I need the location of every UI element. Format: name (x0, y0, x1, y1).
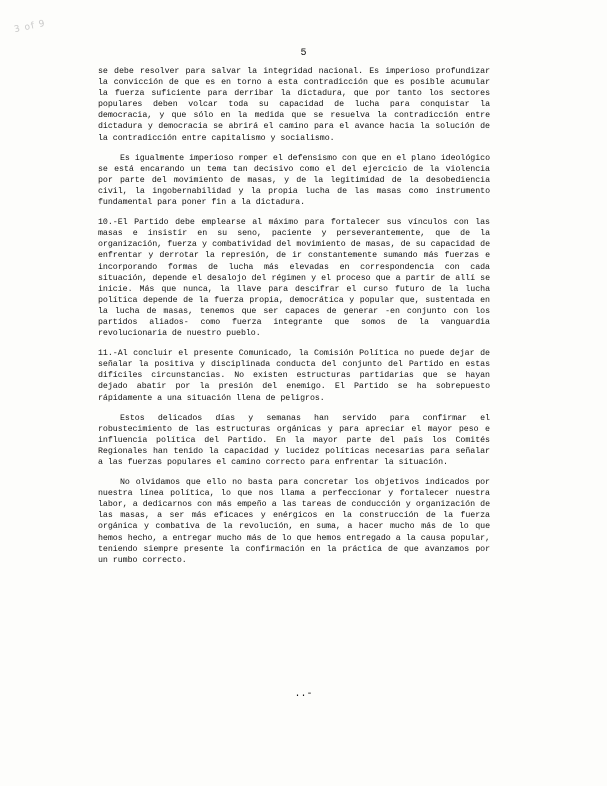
page-number: 5 (300, 48, 307, 59)
paragraph-no-olvidamos: No olvidamos que ello no basta para concretar los objetivos indicados por nuestra línea política, lo que nos llama a perfeccionar y fortalecer nuestra labor, a dedicarnos con más empeño a las tareas de conducción y organización de las masas, a ser más eficaces y enérgicos en la construcción de la fuerza orgánica y combativa de la revolución, en suma, a hacer mucho más de lo que hemos hecho, a entregar mucho más de lo que hemos entregado a la causa popular, teniendo siempre presente la confirmación en la práctica de que avanzamos por un rumbo correcto. (98, 478, 490, 565)
archive-corner-mark: 3 of 9 (13, 18, 47, 36)
paragraph-point-11: 11.-Al concluir el presente Comunicado, la Comisión Política no puede dejar de señalar la positiva y disciplinada conducta del conjunto del Partido en estas difíciles circunstancias. No existen estructuras partidarias que se hayan dejado abatir por la presión del enemigo. El Partido se ha sobrepuesto rápidamente a una situación llena de peligros. (98, 349, 490, 403)
paragraph-point-10: 10.-El Partido debe emplearse al máximo para fortalecer sus vínculos con las masas e insistir en su seno, paciente y perseverantemente, que de la organización, fuerza y combatividad del movimiento de masas, de su capacidad de enfrentar y derrotar la represión, de ir constantemente sumando más fuerzas e incorporando formas de lucha más elevadas en correspondencia con cada situación, depende el desalojo del régimen y el proceso que a partir de allí se inicie. Más que nunca, la llave para descifrar el curso futuro de la lucha política depende de la fuerza propia, democrática y popular que, sustentada en la lucha de masas, tenemos que ser capaces de generar -en conjunto con los partidos aliados- como fuerza integrante que somos de la vanguardia revolucionaria de nuestro pueblo. (98, 218, 490, 339)
footer-mark: ..- (294, 689, 313, 700)
paragraph-continuation: se debe resolver para salvar la integridad nacional. Es imperioso profundizar la convicción de que es en torno a esta contradicción que es posible acumular la fuerza suficiente para derribar la dictadura, que por tanto los sectores populares deben volcar toda su capacidad de lucha para conquistar la democracia, y que sólo en la medida que se resuelva la contradicción entre dictadura y democracia se abrirá el camino para el avance hacia la solución de la contradicción entre capitalismo y socialismo. (98, 67, 490, 143)
paragraph-delicados-dias: Estos delicados días y semanas han servido para confirmar el robustecimiento de las estructuras orgánicas y para apreciar el mayor peso e influencia política del Partido. En la mayor parte del país los Comités Regionales han tenido la capacidad y lucidez políticas necesarias para señalar a las fuerzas populares el camino correcto para enfrentar la situación. (98, 413, 490, 467)
body-text (98, 66, 490, 575)
paragraph-defensismo: Es igualmente imperioso romper el defensismo con que en el plano ideológico se está encarando un tema tan decisivo como el del ejercicio de la violencia por parte del movimiento de masas, y de la legitimidad de la desobediencia civil, la ingobernabilidad y la propia lucha de las masas como instrumento fundamental para poner fin a la dictadura. (98, 153, 490, 208)
